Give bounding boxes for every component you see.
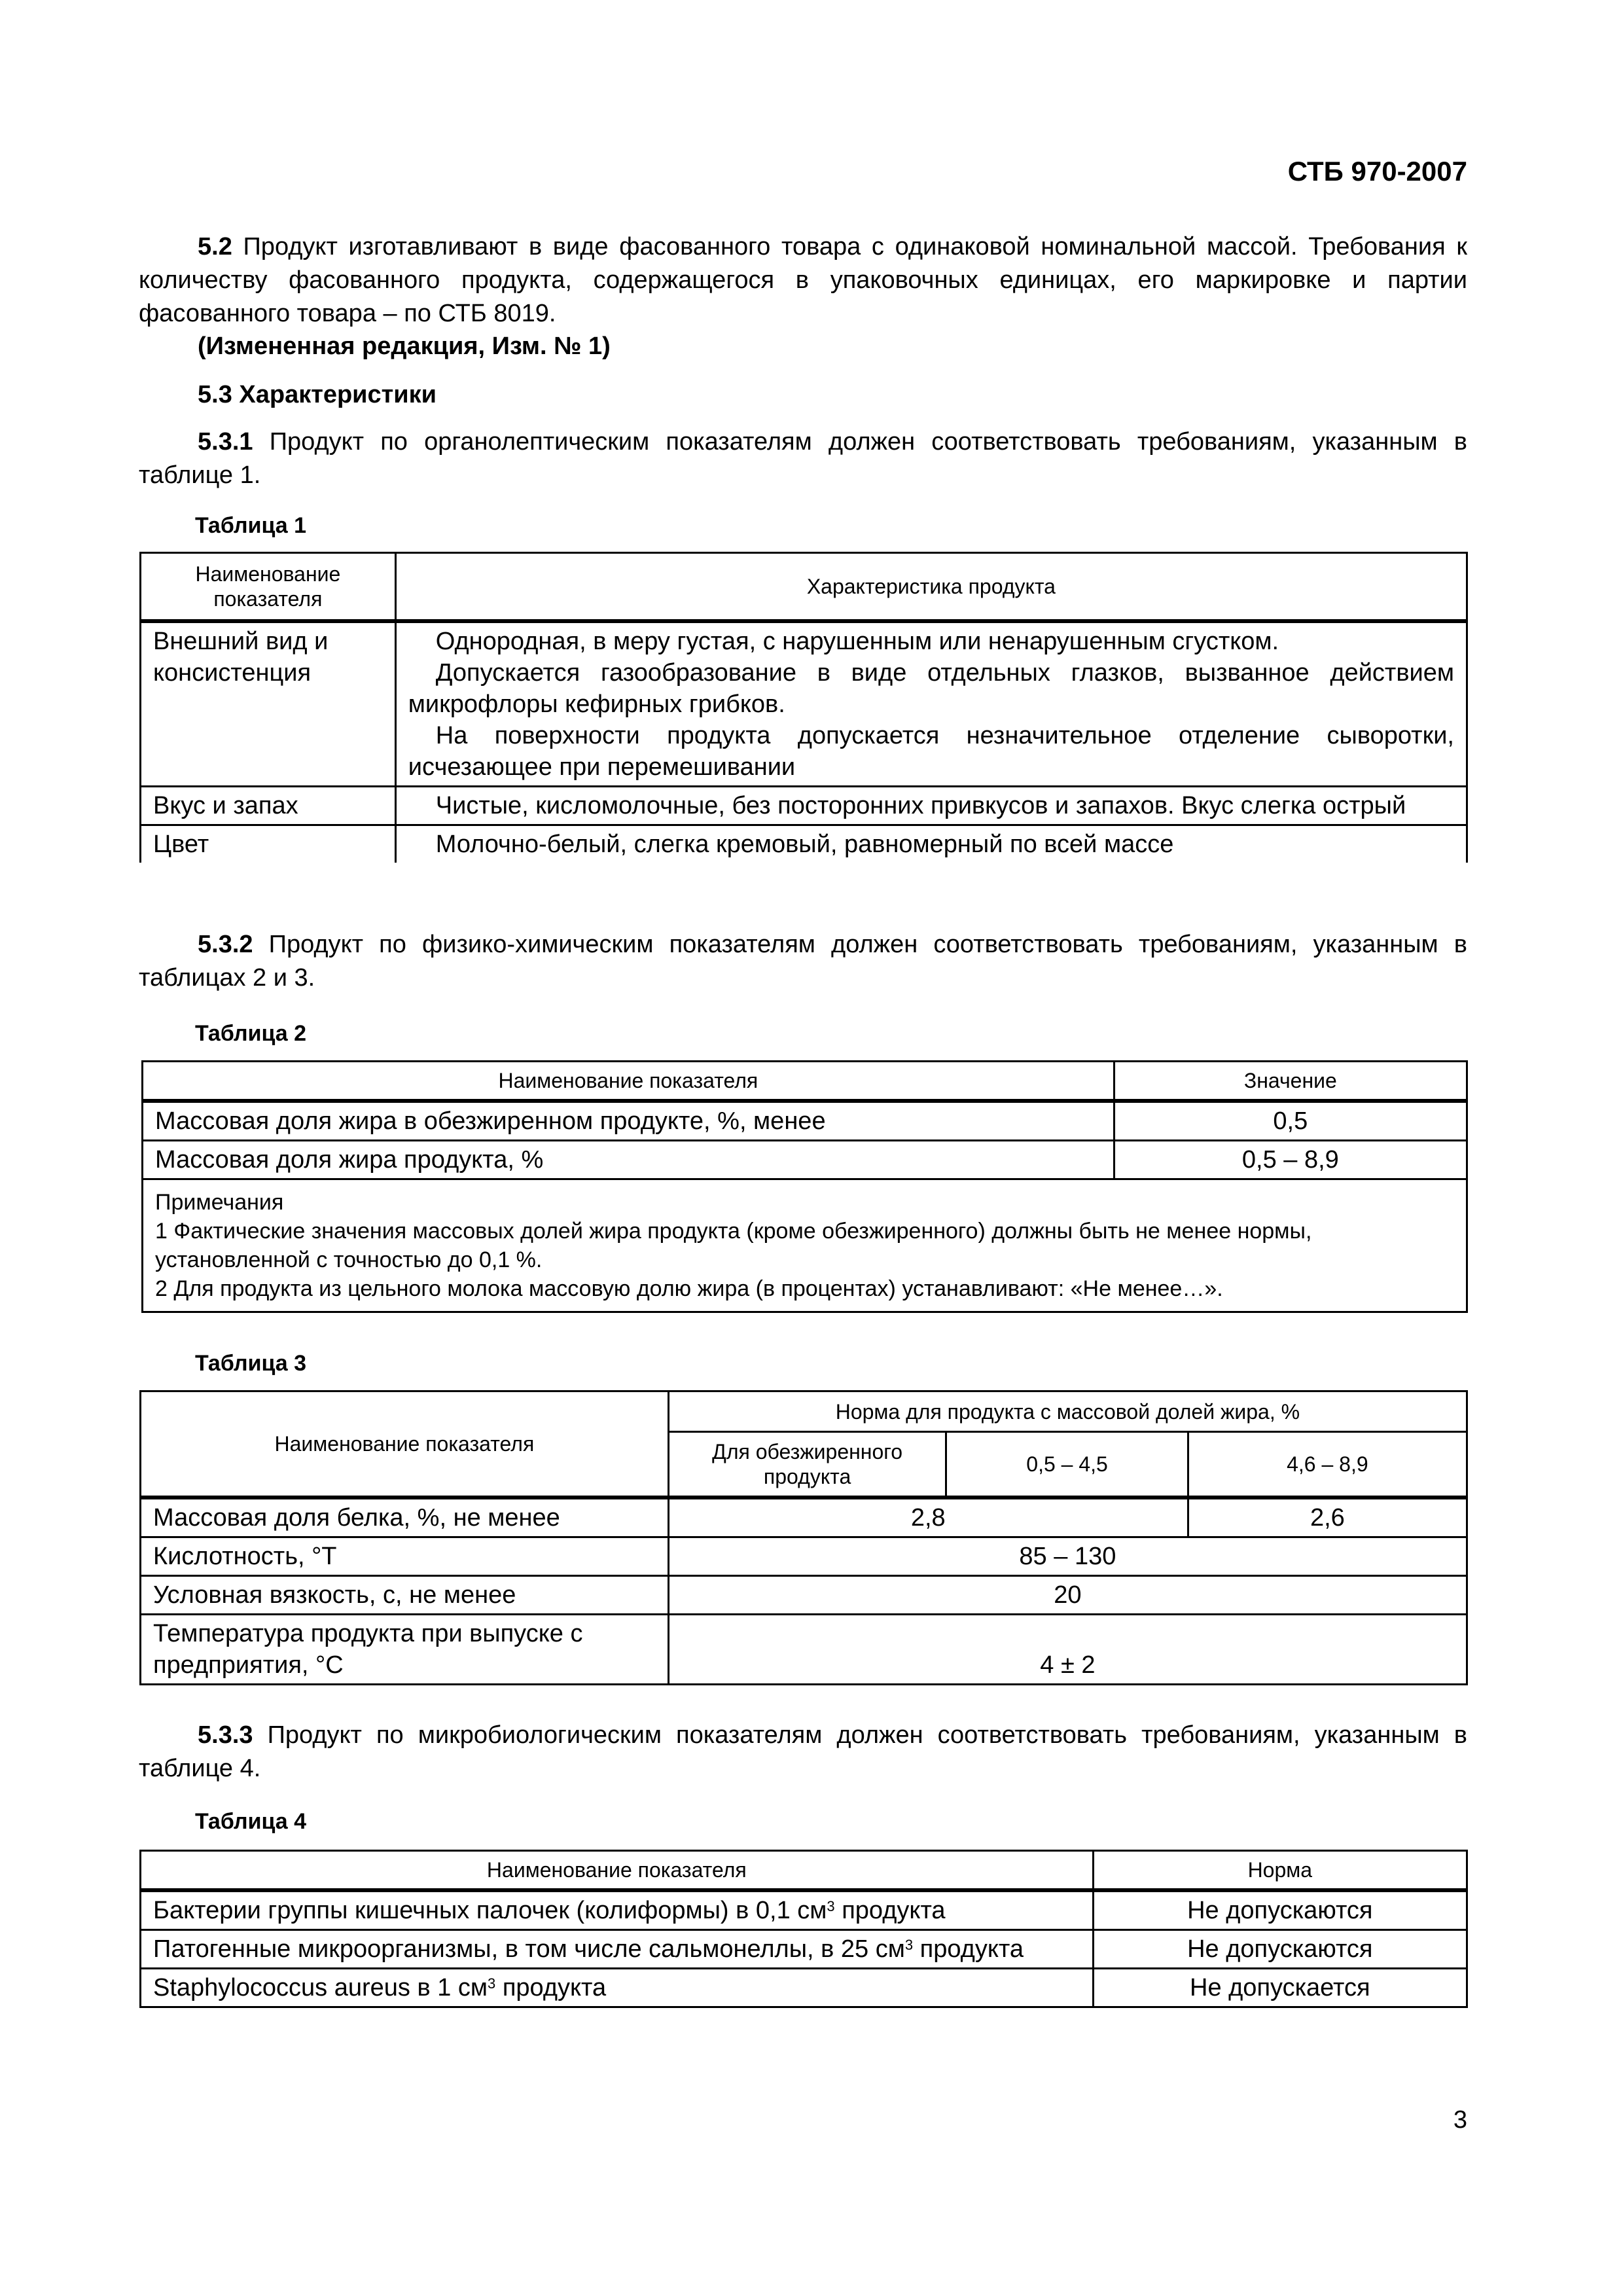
table-3-row-name: Кислотность, °Т <box>141 1537 669 1575</box>
table-3-header-group: Норма для продукта с массовой долей жира, % <box>668 1391 1467 1432</box>
table-row <box>141 786 1467 825</box>
table-2-row-value: 0,5 – 8,9 <box>1114 1140 1467 1179</box>
table-4-row-name <box>141 1890 1094 1930</box>
cell-line: Однородная, в меру густая, с нарушенным или ненарушенным сгустком. <box>435 627 1279 655</box>
cell-line: На поверхности продукта допускается незначительное отделение сыворотки, исчезающее при перемешивании <box>408 721 1454 781</box>
cell-line: Молочно-белый, слегка кремовый, равномерный по всей массе <box>435 830 1174 858</box>
table-1 <box>139 552 1468 863</box>
table-2-header-value: Значение <box>1114 1062 1467 1101</box>
table-row <box>141 825 1467 863</box>
table-3-row-value: 85 – 130 <box>668 1537 1467 1575</box>
table-2-row-name: Массовая доля жира продукта, % <box>143 1140 1115 1179</box>
table-4-row-value: Не допускается <box>1093 1968 1467 2007</box>
table-4-header-name: Наименование показателя <box>141 1851 1094 1890</box>
table-3-subheader-4-6-8-9: 4,6 – 8,9 <box>1188 1432 1467 1498</box>
table-row <box>141 1968 1467 2007</box>
table-row <box>141 621 1467 787</box>
table-1-row-name: Цвет <box>141 825 396 863</box>
table-1-caption: Таблица 1 <box>195 513 307 538</box>
table-1-row-value <box>395 825 1467 863</box>
paragraph-number: 5.3.2 <box>198 931 253 958</box>
table-3-subheader-skim: Для обезжиренного продукта <box>668 1432 946 1498</box>
table-row <box>141 1537 1467 1575</box>
table-3-row-value: 4 ± 2 <box>668 1614 1467 1684</box>
name-text: продукта <box>913 1935 1024 1963</box>
note-2: 2 Для продукта из цельного молока массовую долю жира (в процентах) устанавливают: «Не менее…». <box>155 1276 1223 1301</box>
table-2 <box>141 1060 1468 1313</box>
table-4-row-value: Не допускаются <box>1093 1929 1467 1968</box>
edit-note: (Измененная редакция, Изм. № 1) <box>198 332 611 360</box>
table-3-row-name: Температура продукта при выпуске с предприятия, °С <box>141 1614 669 1684</box>
paragraph-number: 5.3.1 <box>198 428 253 456</box>
table-3-row-value: 2,6 <box>1188 1498 1467 1537</box>
table-2-caption: Таблица 2 <box>195 1021 307 1046</box>
name-text: Staphylococcus aureus в 1 см <box>153 1973 488 2001</box>
page-number: 3 <box>1453 2106 1467 2134</box>
paragraph-text: Продукт по физико-химическим показателям должен соответствовать требованиям, указанным в таблицах 2 и 3. <box>139 931 1467 992</box>
table-3-row-name: Условная вязкость, с, не менее <box>141 1575 669 1614</box>
paragraph-text: Продукт по органолептическим показателям должен соответствовать требованиям, указанным в таблице 1. <box>139 428 1467 489</box>
table-3-row-value: 20 <box>668 1575 1467 1614</box>
table-2-row-value: 0,5 <box>1114 1101 1467 1141</box>
table-row <box>141 1890 1467 1930</box>
table-2-notes <box>143 1179 1467 1312</box>
table-3-row-value: 2,8 <box>668 1498 1188 1537</box>
table-3-subheader-0-5-4-5: 0,5 – 4,5 <box>946 1432 1188 1498</box>
table-3 <box>139 1390 1468 1685</box>
table-3-caption: Таблица 3 <box>195 1351 307 1376</box>
table-4-caption: Таблица 4 <box>195 1809 307 1834</box>
table-4-row-name <box>141 1968 1094 2007</box>
paragraph-text: Продукт по микробиологическим показателям должен соответствовать требованиям, указанным в таблице 4. <box>139 1721 1467 1782</box>
table-3-row-name: Массовая доля белка, %, не менее <box>141 1498 669 1537</box>
table-1-header-name: Наименование показателя <box>141 553 396 621</box>
name-text: Бактерии группы кишечных палочек (колиформы) в 0,1 см <box>153 1896 827 1924</box>
notes-title: Примечания <box>155 1189 284 1215</box>
name-text: продукта <box>495 1973 607 2001</box>
cell-line: Допускается газообразование в виде отдельных глазков, вызванное действием микрофлоры кефирных грибков. <box>408 658 1454 718</box>
table-2-row-name: Массовая доля жира в обезжиренном продукте, %, менее <box>143 1101 1115 1141</box>
table-2-header-name: Наименование показателя <box>143 1062 1115 1101</box>
cell-line: Чистые, кисломолочные, без посторонних привкусов и запахов. Вкус слегка острый <box>435 791 1406 819</box>
paragraph-5-2 <box>139 230 1467 331</box>
paragraph-text: Продукт изготавливают в виде фасованного товара с одинаковой номинальной массой. Требования к количеству фасованного продукта, содержащегося в упаковочных единицах, его маркировке и партии фасованного товара – по СТБ 8019. <box>139 233 1467 327</box>
superscript: 3 <box>827 1897 835 1914</box>
table-row <box>141 1929 1467 1968</box>
table-1-row-name: Внешний вид и консистенция <box>141 621 396 787</box>
paragraph-5-3-3 <box>139 1719 1467 1785</box>
note-1: 1 Фактические значения массовых долей жира продукта (кроме обезжиренного) должны быть не менее нормы, установленной с точностью до 0,1 %. <box>155 1218 1312 1272</box>
paragraph-number: 5.2 <box>198 233 232 260</box>
table-row <box>143 1101 1467 1141</box>
table-4-header-norm: Норма <box>1093 1851 1467 1890</box>
name-text: Патогенные микроорганизмы, в том числе сальмонеллы, в 25 см <box>153 1935 905 1963</box>
table-row <box>141 1614 1467 1684</box>
table-row <box>143 1140 1467 1179</box>
table-4 <box>139 1850 1468 2008</box>
section-title-5-3: 5.3 Характеристики <box>198 381 437 408</box>
document-header-id: СТБ 970-2007 <box>1287 156 1467 187</box>
superscript: 3 <box>904 1936 914 1953</box>
paragraph-5-3-2 <box>139 928 1467 995</box>
table-4-row-name <box>141 1929 1094 1968</box>
name-text: продукта <box>834 1896 946 1924</box>
paragraph-5-3-1 <box>139 425 1467 492</box>
table-3-header-name: Наименование показателя <box>141 1391 669 1498</box>
paragraph-number: 5.3.3 <box>198 1721 253 1749</box>
table-4-row-value: Не допускаются <box>1093 1890 1467 1930</box>
table-row <box>141 1575 1467 1614</box>
superscript: 3 <box>488 1975 496 1992</box>
table-1-row-name: Вкус и запах <box>141 786 396 825</box>
table-1-header-characteristic: Характеристика продукта <box>395 553 1467 621</box>
table-1-row-value <box>395 786 1467 825</box>
table-row <box>141 1498 1467 1537</box>
table-1-row-value <box>395 621 1467 787</box>
